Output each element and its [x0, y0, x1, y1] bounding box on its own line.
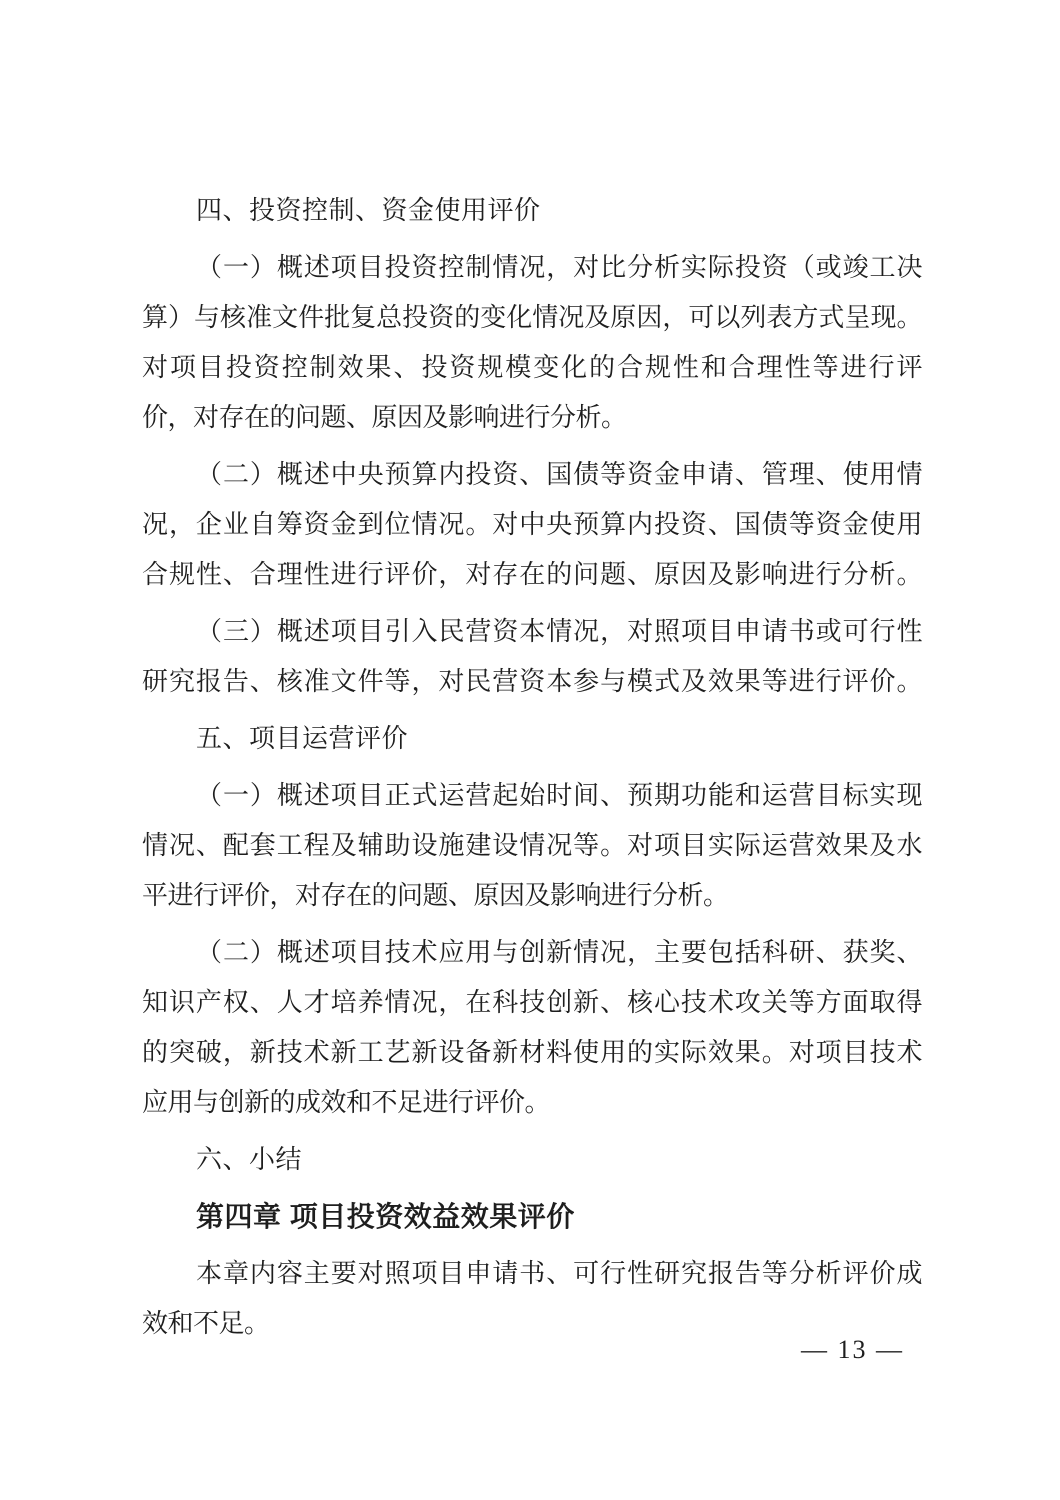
paragraph-funds-usage	[142, 450, 922, 600]
text-line: （一）概述项目正式运营起始时间、预期功能和运营目标实现	[196, 781, 922, 810]
paragraph-private-capital	[142, 607, 922, 707]
text-line: 对项目投资控制效果、投资规模变化的合规性和合理性等进行评	[142, 353, 922, 382]
paragraph-operation-status	[142, 771, 922, 921]
text-line: 平进行评价，对存在的问题、原因及影响进行分析。	[142, 881, 729, 910]
chapter-heading	[142, 1192, 922, 1242]
paragraph-investment-control	[142, 243, 922, 443]
page-content	[142, 186, 922, 1349]
section-heading-four	[142, 186, 922, 236]
chapter-heading-text: 第四章 项目投资效益效果评价	[196, 1201, 575, 1232]
text-line: （一）概述项目投资控制情况，对比分析实际投资（或竣工决	[196, 253, 922, 282]
heading-text: 六、小结	[196, 1145, 303, 1174]
text-line: 效和不足。	[142, 1309, 270, 1338]
text-line: 研究报告、核准文件等，对民营资本参与模式及效果等进行评价。	[142, 667, 922, 696]
heading-text: 四、投资控制、资金使用评价	[196, 196, 541, 225]
paragraph-tech-innovation	[142, 928, 922, 1128]
text-line: 合规性、合理性进行评价，对存在的问题、原因及影响进行分析。	[142, 560, 922, 589]
section-heading-five	[142, 714, 922, 764]
text-line: （二）概述中央预算内投资、国债等资金申请、管理、使用情	[196, 460, 922, 489]
text-line: 算）与核准文件批复总投资的变化情况及原因，可以列表方式呈现。	[142, 303, 922, 332]
text-line: （二）概述项目技术应用与创新情况，主要包括科研、获奖、	[196, 938, 922, 967]
text-line: 情况、配套工程及辅助设施建设情况等。对项目实际运营效果及水	[142, 831, 922, 860]
text-line: 本章内容主要对照项目申请书、可行性研究报告等分析评价成	[196, 1259, 922, 1288]
text-line: （三）概述项目引入民营资本情况，对照项目申请书或可行性	[196, 617, 922, 646]
heading-text: 五、项目运营评价	[196, 724, 409, 753]
text-line: 知识产权、人才培养情况，在科技创新、核心技术攻关等方面取得	[142, 988, 922, 1017]
text-line: 况，企业自筹资金到位情况。对中央预算内投资、国债等资金使用	[142, 510, 922, 539]
text-line: 的突破，新技术新工艺新设备新材料使用的实际效果。对项目技术	[142, 1038, 922, 1067]
text-line: 价，对存在的问题、原因及影响进行分析。	[142, 403, 627, 432]
section-heading-six	[142, 1135, 922, 1185]
text-line: 应用与创新的成效和不足进行评价。	[142, 1088, 551, 1117]
page-number: — 13 —	[801, 1335, 904, 1364]
